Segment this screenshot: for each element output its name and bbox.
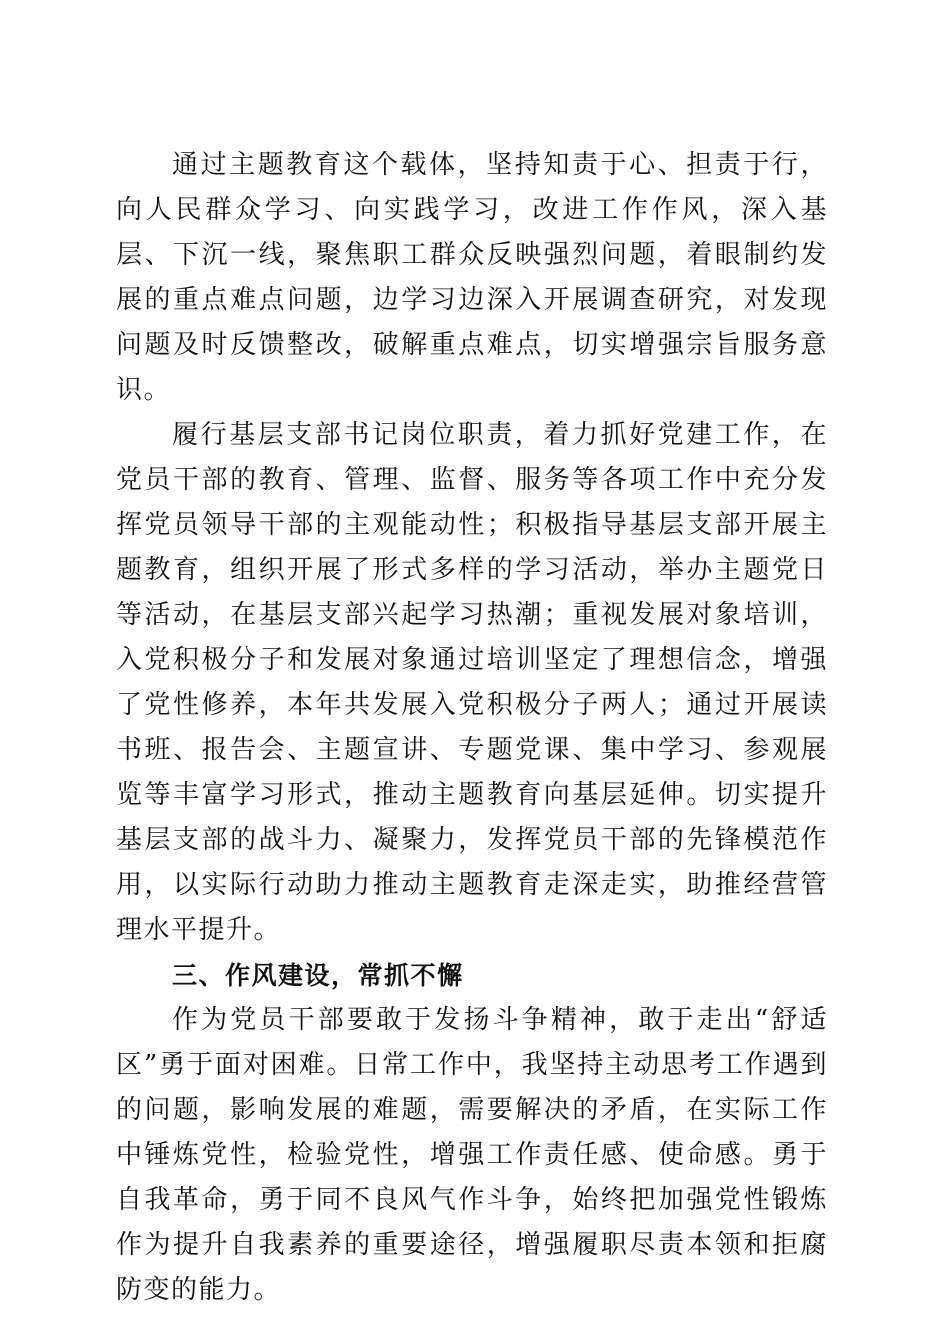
section-heading: 三、作风建设，常抓不懈 [172, 961, 464, 990]
paragraph-theme-education: 通过主题教育这个载体，坚持知责于心、担责于行，向人民群众学习、向实践学习，改进工作作风，深入基层、下沉一线，聚焦职工群众反映强烈问题，着眼制约发展的重点难点问题，边学习边深入开展调查研究，对发现问题及时反馈整改，破解重点难点，切实增强宗旨服务意识。 [116, 150, 828, 405]
paragraph-party-building: 履行基层支部书记岗位职责，着力抓好党建工作，在党员干部的教育、管理、监督、服务等各项工作中充分发挥党员领导干部的主观能动性；积极指导基层支部开展主题教育，组织开展了形式多样的学习活动，举办主题党日等活动，在基层支部兴起学习热潮；重视发展对象培训，入党积极分子和发展对象通过培训坚定了理想信念，增强了党性修养，本年共发展入党积极分子两人；通过开展读书班、报告会、主题宣讲、专题党课、集中学习、参观展览等丰富学习形式，推动主题教育向基层延伸。切实提升基层支部的战斗力、凝聚力，发挥党员干部的先锋模范作用，以实际行动助力推动主题教育走深走实，助推经营管理水平提升。 [116, 420, 828, 945]
paragraph-work-style: 作为党员干部要敢于发扬斗争精神，敢于走出“舒适区”勇于面对困难。日常工作中，我坚持主动思考工作遇到的问题，影响发展的难题，需要解决的矛盾，在实际工作中锤炼党性，检验党性，增强工作责任感、使命感。勇于自我革命，勇于同不良风气作斗争，始终把加强党性锻炼作为提升自我素养的重要途径，增强履职尽责本领和拒腐防变的能力。 [116, 1005, 828, 1305]
document-body [116, 143, 828, 1313]
